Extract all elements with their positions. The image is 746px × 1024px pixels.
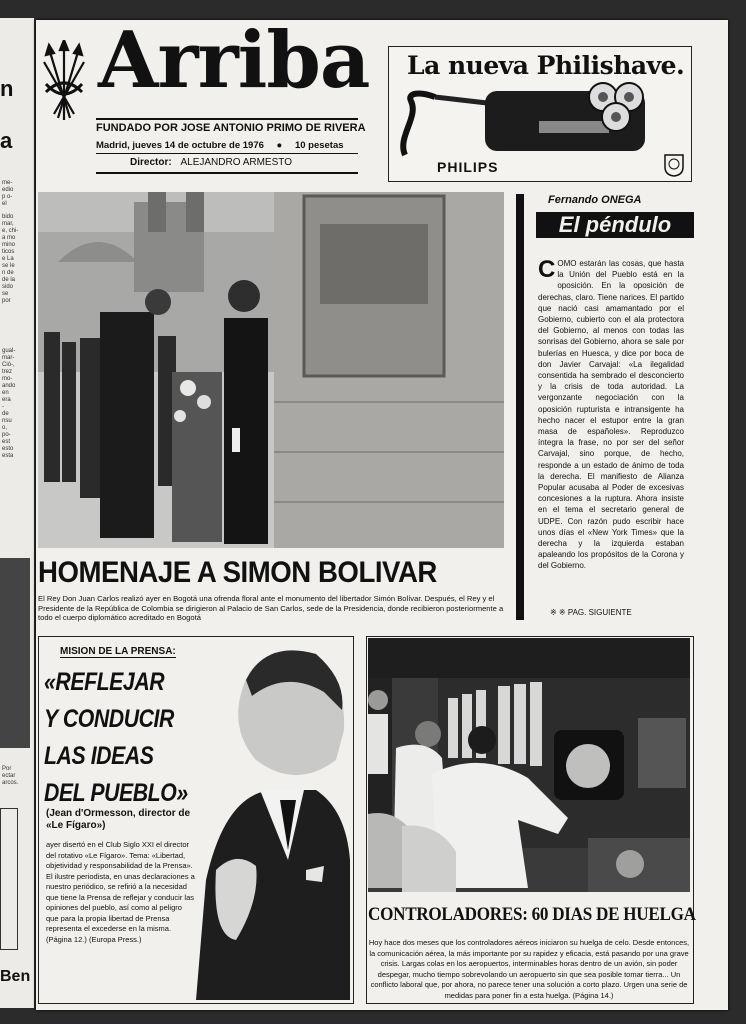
- adjacent-page-letter: a: [0, 128, 13, 153]
- adjacent-page-text: gual- mar- Ció-, trez mo- ando en era - de nsu o, po- est esto esta: [2, 348, 16, 459]
- adjacent-page-text: bido mar, e, chi- a mo mino ticos e La se le n de de la sido se por: [2, 214, 19, 304]
- controllers-body: Hoy hace dos meses que los controladores aéreos iniciaron su huelga de celo. Desde entonces, la comunicación aérea, la más importante por su rapidez y eficacia, está pasando por una grave crisis. Largas colas en los aeropuertos, interminables horas dentro de un avión, sin poder despegar, mucho tiempo sobrevolando un aeropuerto sin que sea posible tomar tierra... Un conflicto laboral que, por ahora, no parece tener una solución a corto plazo. Urgen una serie de medidas para poner fin a esta huelga. (Página 14.): [368, 938, 690, 1000]
- masthead-dateline: [96, 140, 344, 151]
- adjacent-page-box: [0, 808, 18, 950]
- masthead-bullet: ●: [276, 140, 283, 151]
- adjacent-page-letter: n: [0, 76, 14, 101]
- press-headline-line: Y CONDUCIR: [44, 705, 174, 733]
- masthead-date: Madrid, jueves 14 de octubre de 1976: [96, 140, 264, 151]
- director-label: Director:: [130, 157, 172, 168]
- air-traffic-control-photo: [368, 638, 690, 892]
- masthead-title: Arriba: [98, 15, 370, 106]
- electric-shaver-icon: [389, 77, 689, 157]
- column-dropcap: C: [538, 256, 556, 283]
- adjacent-page-text: me- edio p o- el: [2, 180, 14, 207]
- press-headline-line: DEL PUEBLO»: [44, 779, 188, 807]
- masthead-founded: FUNDADO POR JOSE ANTONIO PRIMO DE RIVERA: [96, 122, 366, 134]
- director-name: ALEJANDRO ARMESTO: [180, 157, 292, 168]
- column-author: Fernando ONEGA: [548, 194, 642, 206]
- masthead-director: [130, 157, 292, 168]
- yoke-and-arrows-emblem-icon: [40, 40, 88, 124]
- press-headline-line: LAS IDEAS: [44, 742, 154, 770]
- controllers-headline: CONTROLADORES: 60 DIAS DE HUELGA: [368, 904, 696, 925]
- column-body: [538, 258, 684, 572]
- column-footer: ※ ※ PAG. SIGUIENTE: [550, 608, 632, 617]
- press-body: ayer disertó en el Club Siglo XXI el director del rotativo «Le Fígaro». Tema: «Libertad, objetividad y responsabilidad de la Prensa». El ilustre periodista, en unas declaraciones a nuestro periódico, se refirió a la necesidad que tiene la Prensa de reflejar y conducir las opiniones del pueblo, así como al peligro que para la propia libertad de Prensa representa el excederse en la misma. (Página 12.) (Europa Press.): [46, 840, 195, 944]
- adjacent-page-strip: [0, 18, 34, 1008]
- ad-brand: PHILIPS: [437, 159, 499, 175]
- main-headline: HOMENAJE A SIMON BOLIVAR: [38, 556, 437, 589]
- philishave-advertisement: [388, 46, 692, 182]
- press-headline: [44, 664, 189, 812]
- bolivar-homage-photo: [38, 192, 504, 548]
- adjacent-page-text: Por ectar arcos.: [2, 766, 19, 786]
- column-separator-bar: [516, 194, 524, 620]
- masthead-rule: [96, 153, 358, 154]
- jean-dormesson-portrait: [196, 640, 350, 1000]
- column-logo: El péndulo: [536, 212, 694, 238]
- press-kicker: MISION DE LA PRENSA:: [60, 646, 176, 657]
- ad-title: La nueva Philishave.: [407, 51, 685, 80]
- main-caption: El Rey Don Juan Carlos realizó ayer en Bogotá una ofrenda floral ante el monumento del libertador Simón Bolívar. Después, el Rey y el Presidente de la República de Colombia se dirigieron al Palacio de San Carlos, sede de la Presidencia, donde recibieron posteriormente a todo el cuerpo diplomático acreditado en Bogotá: [38, 594, 504, 622]
- masthead-rule: [96, 172, 358, 174]
- column-text: OMO estarán las cosas, que hasta la Unión del Pueblo está en la oposición. En la oposición de derechas, claro. Tiene narices. El partido que nació casi amamantado por el Gobierno, cubierto con el ala protectora del Gobierno, al menos con todas las sonrisas del Gobierno, ahora se sale por bulerías en Huesca, y dice por boca de don Javier Carvajal: «La ilegalidad consentida ha sembrado el desconcierto y la crisis de toda autoridad. La vergonzante negociación con la oposición rupturista e intransigente ha hecho nacer el estupor entre la gran masa de españoles». Reproduzco íntegra la frase, no por ser del señor Carvajal, sino porque, de hecho, responde a un estado de ánimo de toda la derecha. El manifiesto de Alianza Popular acusaba al Poder de excesivas concesiones a la ruptura. Ahora insiste en el tema el secretario general de UDPE. Con razón pudo escribir hace unos días el «New York Times» que la derecha y la izquierda estaban apaleando los propósitos de la Corona y del Gobierno.: [538, 259, 684, 571]
- press-headline-line: «REFLEJAR: [44, 668, 165, 696]
- masthead-price: 10 pesetas: [294, 140, 344, 151]
- press-byline: (Jean d'Ormesson, director de «Le Fígaro»): [46, 808, 191, 831]
- philips-shield-icon: [663, 153, 685, 177]
- adjacent-page-photo: [0, 558, 30, 748]
- adjacent-page-letter: Ben: [0, 968, 31, 985]
- masthead-rule: [96, 118, 358, 120]
